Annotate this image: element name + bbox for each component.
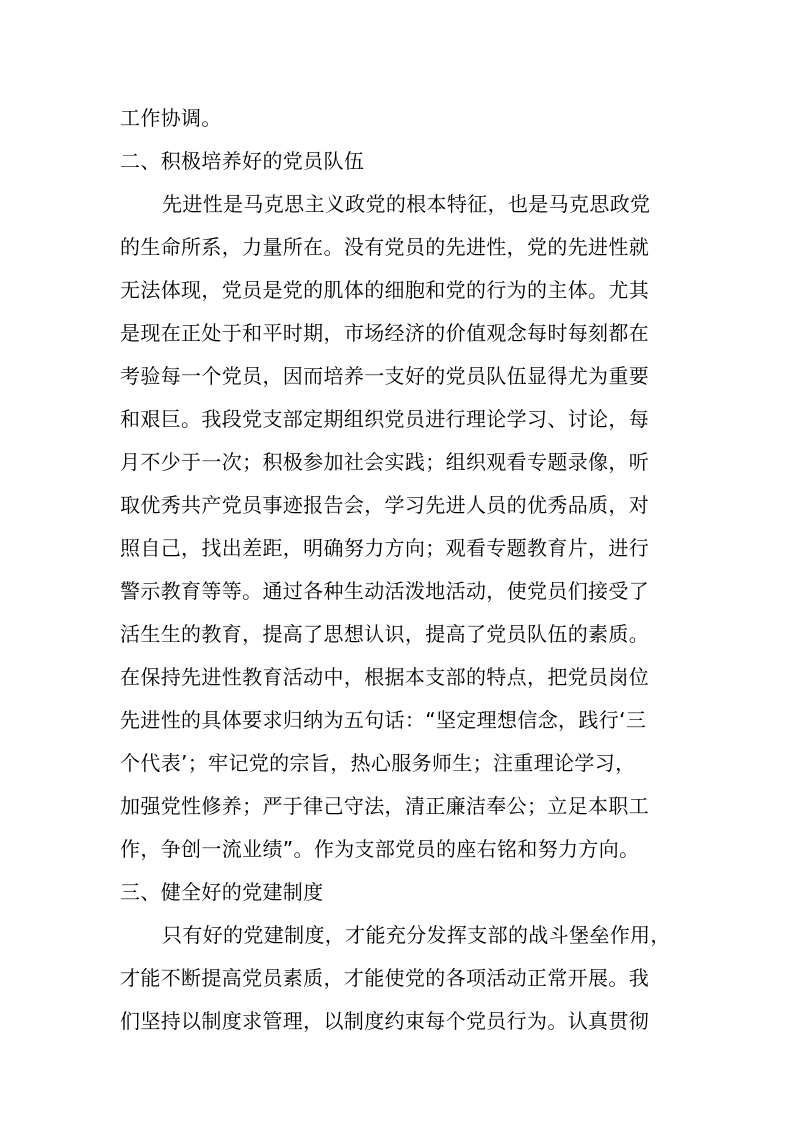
paragraph-line: 活生生的教育，提高了思想认识，提高了党员队伍的素质。	[120, 622, 650, 646]
paragraph-line: 在保持先进性教育活动中，根据本支部的特点，把党员岗位	[120, 665, 650, 689]
section-heading-3: 三、健全好的党建制度	[120, 880, 324, 904]
paragraph-line: 是现在正处于和平时期，市场经济的价值观念每时每刻都在	[120, 321, 650, 345]
paragraph-line: 警示教育等等。通过各种生动活泼地活动，使党员们接受了	[120, 579, 650, 603]
section-heading-2: 二、积极培养好的党员队伍	[120, 149, 365, 173]
paragraph-line: 先进性的具体要求归纳为五句话：“坚定理想信念，践行‘三	[120, 708, 647, 732]
paragraph-line: 的生命所系，力量所在。没有党员的先进性，党的先进性就	[120, 235, 650, 259]
paragraph-line: 才能不断提高党员素质，才能使党的各项活动正常开展。我	[120, 966, 650, 990]
paragraph-line: 先进性是马克思主义政党的根本特征，也是马克思政党	[162, 192, 651, 216]
paragraph-continuation-line: 工作协调。	[120, 106, 222, 130]
paragraph-line: 月不少于一次；积极参加社会实践；组织观看专题录像，听	[120, 450, 650, 474]
paragraph-line: 取优秀共产党员事迹报告会，学习先进人员的优秀品质，对	[120, 493, 650, 517]
paragraph-line: 们坚持以制度求管理，以制度约束每个党员行为。认真贯彻	[120, 1009, 650, 1033]
paragraph-line: 考验每一个党员，因而培养一支好的党员队伍显得尤为重要	[120, 364, 650, 388]
paragraph-line: 照自己，找出差距，明确努力方向；观看专题教育片，进行	[120, 536, 650, 560]
paragraph-line: 无法体现，党员是党的肌体的细胞和党的行为的主体。尤其	[120, 278, 650, 302]
paragraph-line: 和艰巨。我段党支部定期组织党员进行理论学习、讨论，每	[120, 407, 650, 431]
paragraph-line: 加强党性修养；严于律己守法，清正廉洁奉公；立足本职工	[120, 794, 650, 818]
paragraph-line: 个代表’；牢记党的宗旨，热心服务师生；注重理论学习，	[120, 751, 636, 775]
paragraph-line: 只有好的党建制度，才能充分发挥支部的战斗堡垒作用，	[162, 923, 671, 947]
paragraph-line: 作，争创一流业绩”。作为支部党员的座右铭和努力方向。	[120, 837, 640, 861]
